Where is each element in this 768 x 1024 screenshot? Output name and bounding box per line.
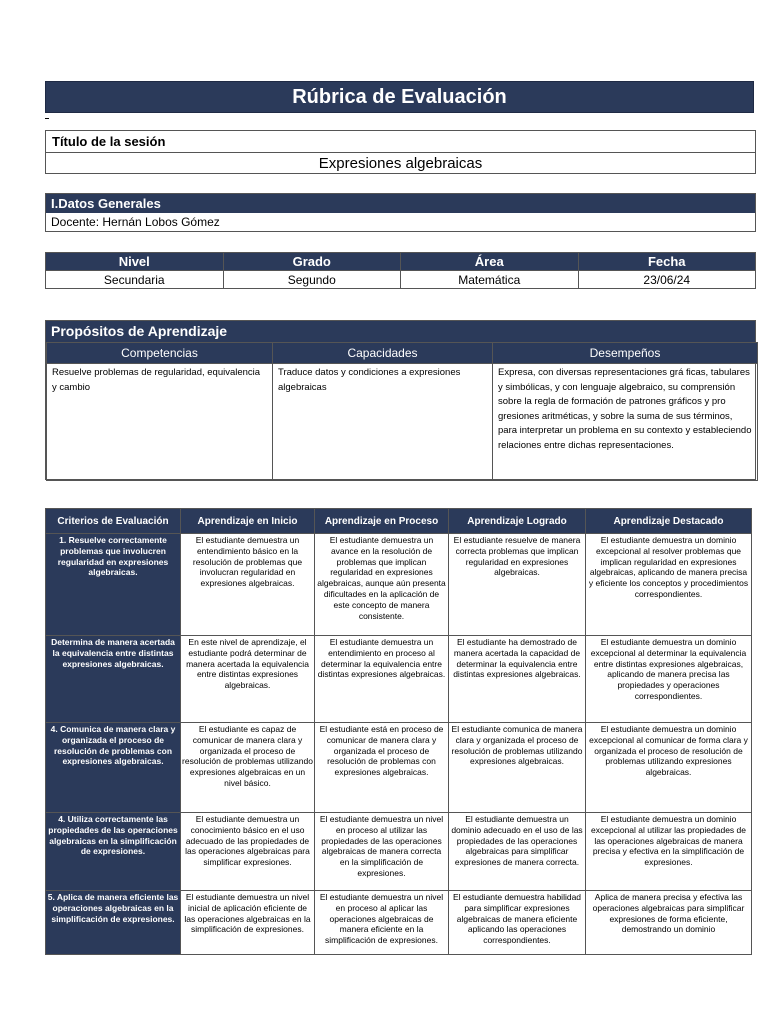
info-value-area: Matemática [401,271,579,289]
docente-field: Docente: Hernán Lobos Gómez [51,215,220,229]
capacidad-cell: Traduce datos y condiciones a expresiones algebraicas [273,364,493,481]
info-header-grado: Grado [223,253,401,271]
proceso-cell: El estudiante demuestra un entendimiento en proceso al determinar la equivalencia entre distintas expresiones algebraicas. [315,636,449,723]
proceso-cell: El estudiante está en proceso de comunicar de manera clara y organizada el proceso de resolución de problemas con expresiones algebraicas. [315,723,449,813]
info-header-nivel: Nivel [46,253,224,271]
propositos-box [45,320,756,480]
col-desempenos: Desempeños [493,343,758,364]
divider-mark [45,118,49,119]
logrado-cell: El estudiante ha demostrado de manera acertada la capacidad de determinar la equivalencia entre distintas expresiones algebraicas. [449,636,586,723]
destacado-cell: El estudiante demuestra un dominio excepcional al utilizar las propiedades de las operaciones algebraicas de manera precisa y efectiva en la simplificación de expresiones. [586,813,752,891]
header-logrado: Aprendizaje Logrado [449,509,586,534]
header-destacado: Aprendizaje Destacado [586,509,752,534]
table-row [46,636,752,723]
criterio-cell: 4. Utiliza correctamente las propiedades de las operaciones algebraicas en la simplificación de expresiones. [46,813,181,891]
inicio-cell: En este nivel de aprendizaje, el estudiante podrá determinar de manera acertada la equivalencia entre distintas expresiones algebraicas. [181,636,315,723]
datos-generales-header: I.Datos Generales [46,194,755,213]
proceso-cell: El estudiante demuestra un avance en la resolución de problemas que implican regularidad en expresiones algebraicas, aunque aún presenta dificultades en la aplicación de este concepto de manera consistente. [315,534,449,636]
info-value-grado: Segundo [223,271,401,289]
header-inicio: Aprendizaje en Inicio [181,509,315,534]
inicio-cell: El estudiante demuestra un nivel inicial de aplicación eficiente de las operaciones algebraicas en la simplificación de expresiones. [181,891,315,955]
proceso-cell: El estudiante demuestra un nivel en proceso al utilizar las propiedades de las operaciones algebraicas de manera correcta en la simplificación de expresiones. [315,813,449,891]
competencia-cell: Resuelve problemas de regularidad, equivalencia y cambio [47,364,273,481]
criterio-cell: 4. Comunica de manera clara y organizada el proceso de resolución de problemas con expresiones algebraicas. [46,723,181,813]
destacado-cell: Aplica de manera precisa y efectiva las operaciones algebraicas para simplificar expresiones de forma eficiente, demostrando un dominio [586,891,752,955]
session-box [45,130,756,174]
inicio-cell: El estudiante es capaz de comunicar de manera clara y organizada el proceso de resolución de problemas utilizando expresiones algebraicas en un nivel básico. [181,723,315,813]
logrado-cell: El estudiante comunica de manera clara y organizada el proceso de resolución de problemas utilizando expresiones algebraicas. [449,723,586,813]
criterio-cell: 1. Resuelve correctamente problemas que involucren regularidad en expresiones algebraicas. [46,534,181,636]
header-proceso: Aprendizaje en Proceso [315,509,449,534]
info-header-area: Área [401,253,579,271]
proceso-cell: El estudiante demuestra un nivel en proceso al aplicar las operaciones algebraicas de manera eficiente en la simplificación de expresiones. [315,891,449,955]
desempeno-cell: Expresa, con diversas representaciones grá ficas, tabulares y simbólicas, y con lenguaje algebraico, su comprensión sobre la regla de formación de patrones gráficos y pro gresiones aritméticas, y sobre la suma de sus términos, para interpretar un problema en su contexto y estableciendo relaciones entre dichas representaciones. [493,364,758,481]
criterios-table [45,508,752,955]
propositos-table [46,342,758,481]
destacado-cell: El estudiante demuestra un dominio excepcional al resolver problemas que implican regularidad en expresiones algebraicas, aplicando de manera precisa y eficiente los conceptos y procedimientos correspondientes. [586,534,752,636]
datos-generales-box [45,193,756,232]
session-label: Título de la sesión [46,131,755,153]
logrado-cell: El estudiante resuelve de manera correcta problemas que implican regularidad en expresiones algebraicas. [449,534,586,636]
criterio-cell: Determina de manera acertada la equivalencia entre distintas expresiones algebraicas. [46,636,181,723]
info-value-nivel: Secundaria [46,271,224,289]
table-row [46,534,752,636]
inicio-cell: El estudiante demuestra un conocimiento básico en el uso adecuado de las propiedades de las operaciones algebraicas para simplificar expresiones. [181,813,315,891]
info-value-fecha: 23/06/24 [578,271,756,289]
destacado-cell: El estudiante demuestra un dominio excepcional al comunicar de forma clara y organizada el proceso de resolución de problemas utilizando expresiones algebraicas. [586,723,752,813]
propositos-header: Propósitos de Aprendizaje [46,321,755,342]
table-row [46,891,752,955]
col-competencias: Competencias [47,343,273,364]
session-title: Expresiones algebraicas [318,155,483,172]
info-table [45,252,756,289]
col-capacidades: Capacidades [273,343,493,364]
page-title: Rúbrica de Evaluación [45,81,754,113]
criterio-cell: 5. Aplica de manera eficiente las operaciones algebraicas en la simplificación de expresiones. [46,891,181,955]
destacado-cell: El estudiante demuestra un dominio excepcional al determinar la equivalencia entre distintas expresiones algebraicas, aplicando de manera precisa las propiedades y operaciones correspondientes. [586,636,752,723]
logrado-cell: El estudiante demuestra habilidad para simplificar expresiones algebraicas de manera eficiente aplicando las operaciones correspondientes. [449,891,586,955]
inicio-cell: El estudiante demuestra un entendimiento básico en la resolución de problemas que involucran regularidad en expresiones algebraicas. [181,534,315,636]
table-row [46,723,752,813]
table-row [46,813,752,891]
logrado-cell: El estudiante demuestra un dominio adecuado en el uso de las propiedades de las operaciones algebraicas para simplificar expresiones de manera correcta. [449,813,586,891]
info-header-fecha: Fecha [578,253,756,271]
header-criterios: Criterios de Evaluación [46,509,181,534]
